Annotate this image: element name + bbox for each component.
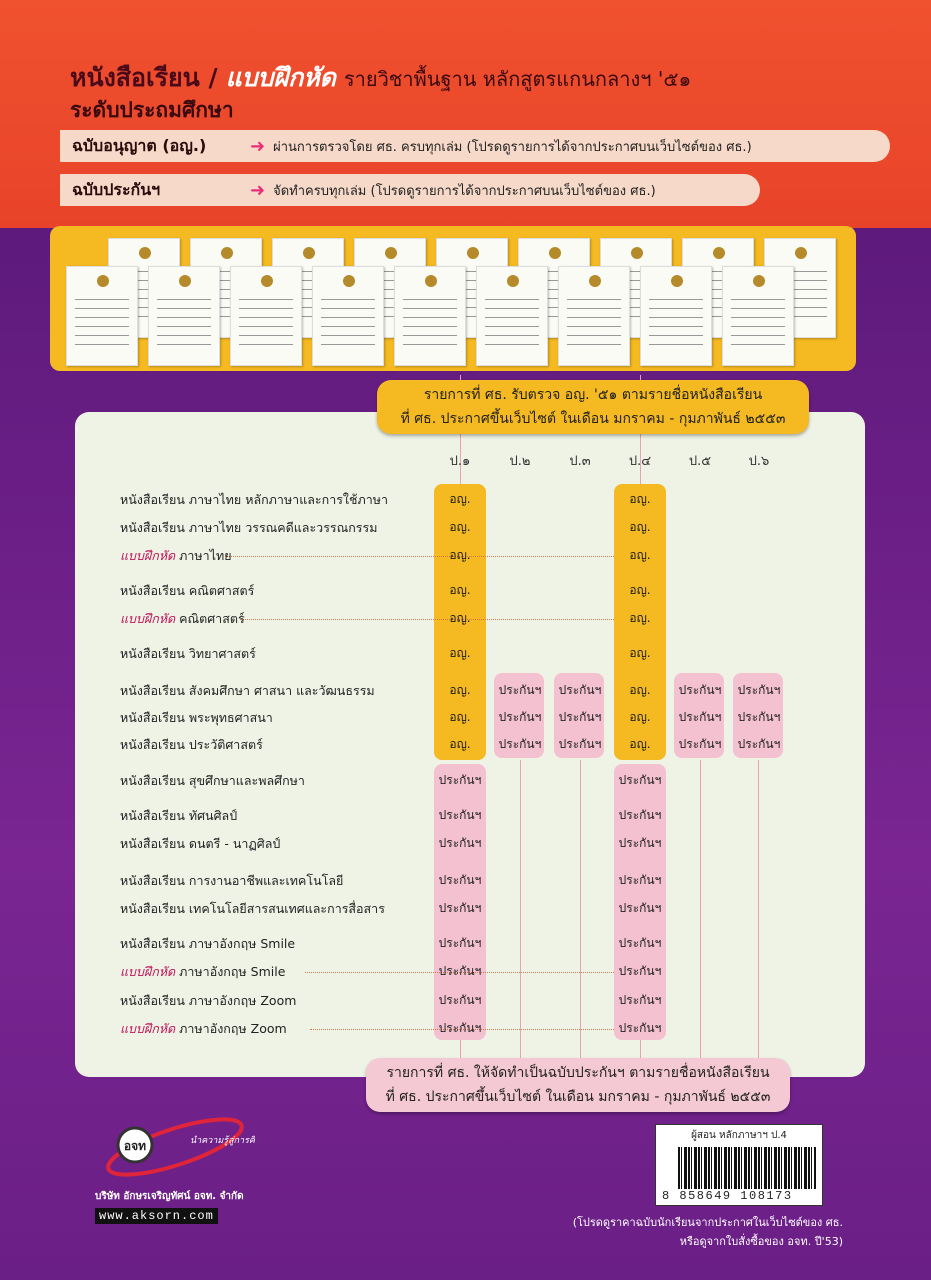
publisher-name: บริษัท อักษรเจริญทัศน์ อจท. จำกัด — [95, 1191, 244, 1202]
subtitle: ระดับประถมศึกษา — [70, 98, 234, 122]
emblem-icon — [261, 275, 273, 287]
text-line — [649, 344, 703, 345]
table-cell-status: อญ. — [629, 737, 651, 751]
text-line — [567, 308, 621, 309]
column-header-grade: ป.๓ — [569, 454, 591, 469]
certificate-thumbnail — [640, 266, 712, 366]
table-row-label — [120, 681, 375, 701]
column-header-grade: ป.๒ — [509, 454, 531, 469]
text-line — [239, 308, 293, 309]
table-cell-status: ประกันฯ — [438, 836, 482, 850]
text-line — [567, 326, 621, 327]
book-type: หนังสือเรียน — [120, 993, 185, 1008]
book-name: วิทยาศาสตร์ — [188, 646, 256, 661]
table-cell-status: ประกันฯ — [438, 873, 482, 887]
table-cell-status: อญ. — [449, 520, 471, 534]
svg-text:อจท: อจท — [123, 1139, 147, 1153]
table-cell-status: ประกันฯ — [558, 737, 602, 751]
publisher-website: www.aksorn.com — [95, 1208, 218, 1224]
text-line — [649, 317, 703, 318]
book-type: แบบฝึกหัด — [120, 964, 176, 979]
table-cell-status: ประกันฯ — [618, 773, 662, 787]
barcode-box — [655, 1124, 823, 1206]
table-cell-status: อญ. — [449, 583, 471, 597]
arrow-right-icon: ➜ — [250, 135, 266, 157]
text-line — [157, 344, 211, 345]
title-rest: รายวิชาพื้นฐาน หลักสูตรแกนกลางฯ '๕๑ — [343, 67, 692, 91]
table-cell-status: ประกันฯ — [618, 873, 662, 887]
book-type: หนังสือเรียน — [120, 936, 185, 951]
text-line — [649, 335, 703, 336]
table-cell-status: อญ. — [629, 492, 651, 506]
title-exercise: แบบฝึกหัด — [225, 63, 336, 92]
table-cell-status: ประกันฯ — [737, 737, 781, 751]
table-cell-status: ประกันฯ — [618, 836, 662, 850]
connector-line — [700, 760, 701, 1060]
table-cell-status: ประกันฯ — [737, 710, 781, 724]
connector-line — [580, 760, 581, 1060]
connector-line — [460, 1040, 461, 1060]
text-line — [239, 299, 293, 300]
text-line — [403, 326, 457, 327]
legend-licensed — [60, 130, 890, 162]
text-line — [157, 335, 211, 336]
table-cell-status: อญ. — [449, 710, 471, 724]
text-line — [321, 326, 375, 327]
table-cell-status: อญ. — [629, 611, 651, 625]
title-textbook: หนังสือเรียน / — [70, 63, 218, 92]
text-line — [731, 317, 785, 318]
table-row-label — [120, 546, 232, 566]
table-cell-status: ประกันฯ — [618, 936, 662, 950]
book-name: คณิตศาสตร์ — [188, 583, 255, 598]
table-cell-status: ประกันฯ — [737, 683, 781, 697]
book-name: ภาษาไทย หลักภาษาและการใช้ภาษา — [188, 492, 389, 507]
barcode-icon — [678, 1147, 816, 1189]
book-type: หนังสือเรียน — [120, 773, 185, 788]
table-cell-status: อญ. — [449, 548, 471, 562]
text-line — [239, 335, 293, 336]
certificate-thumbnail — [394, 266, 466, 366]
book-name: เทคโนโลยีสารสนเทศและการสื่อสาร — [188, 901, 385, 916]
callout-line: รายการที่ ศธ. รับตรวจ อญ. '๕๑ ตามรายชื่อหนังสือเรียน — [423, 387, 763, 403]
book-type: หนังสือเรียน — [120, 683, 185, 698]
connector-line — [520, 760, 521, 1060]
text-line — [567, 299, 621, 300]
table-row-label — [120, 871, 343, 891]
table-row-label — [120, 644, 256, 664]
book-type: หนังสือเรียน — [120, 873, 185, 888]
text-line — [321, 335, 375, 336]
table-cell-status: ประกันฯ — [438, 773, 482, 787]
table-row-label — [120, 834, 280, 854]
legend-desc: จัดทำครบทุกเล่ม (โปรดดูรายการได้จากประกาศบนเว็บไซต์ของ ศธ.) — [273, 183, 656, 199]
table-cell-status: ประกันฯ — [498, 683, 542, 697]
table-cell-status: อญ. — [449, 737, 471, 751]
text-line — [403, 299, 457, 300]
text-line — [321, 299, 375, 300]
emblem-icon — [343, 275, 355, 287]
book-type: หนังสือเรียน — [120, 808, 185, 823]
certificate-thumbnail — [722, 266, 794, 366]
barcode-number: 8 858649 108173 — [662, 1189, 793, 1203]
table-cell-status: อญ. — [449, 683, 471, 697]
table-cell-status: อญ. — [629, 583, 651, 597]
text-line — [75, 317, 129, 318]
table-cell-status: อญ. — [629, 683, 651, 697]
table-row-label — [120, 735, 263, 755]
note-line: หรือดูจากใบสั่งซื้อของ อจท. ปี'53) — [679, 1235, 843, 1248]
certificate-thumbnail — [66, 266, 138, 366]
emblem-icon — [589, 275, 601, 287]
text-line — [649, 326, 703, 327]
text-line — [403, 317, 457, 318]
book-name: ประวัติศาสตร์ — [188, 737, 263, 752]
text-line — [731, 335, 785, 336]
book-type: หนังสือเรียน — [120, 710, 185, 725]
book-name: สังคมศึกษา ศาสนา และวัฒนธรรม — [188, 683, 375, 698]
text-line — [485, 326, 539, 327]
text-line — [321, 308, 375, 309]
text-line — [157, 299, 211, 300]
callout-licensed — [377, 380, 809, 434]
table-row-label — [120, 609, 245, 629]
text-line — [485, 308, 539, 309]
legend-key: ฉบับอนุญาต (อญ.) — [72, 135, 207, 155]
table-row-label — [120, 899, 385, 919]
emblem-icon — [795, 247, 807, 259]
dotted-leader — [240, 619, 614, 620]
book-name: การงานอาชีพและเทคโนโลยี — [188, 873, 344, 888]
column-header-grade: ป.๕ — [688, 454, 712, 469]
emblem-icon — [139, 247, 151, 259]
text-line — [567, 344, 621, 345]
page-title — [70, 58, 691, 98]
table-cell-status: ประกันฯ — [558, 710, 602, 724]
text-line — [75, 344, 129, 345]
table-row-label — [120, 518, 377, 538]
text-line — [157, 308, 211, 309]
text-line — [731, 308, 785, 309]
table-cell-status: ประกันฯ — [498, 710, 542, 724]
table-row-label — [120, 1019, 287, 1039]
text-line — [75, 299, 129, 300]
table-cell-status: ประกันฯ — [438, 901, 482, 915]
book-name: ทัศนศิลป์ — [188, 808, 238, 823]
book-type: แบบฝึกหัด — [120, 1021, 176, 1036]
emblem-icon — [671, 275, 683, 287]
table-row-label — [120, 806, 237, 826]
table-cell-status: ประกันฯ — [618, 993, 662, 1007]
table-cell-status: ประกันฯ — [618, 808, 662, 822]
book-type: หนังสือเรียน — [120, 737, 185, 752]
barcode-label: ผู้สอน หลักภาษาฯ ป.4 — [691, 1130, 787, 1141]
book-type: หนังสือเรียน — [120, 901, 185, 916]
connector-line — [758, 760, 759, 1060]
aksorn-logo-icon — [95, 1115, 255, 1185]
emblem-icon — [467, 247, 479, 259]
table-cell-status: อญ. — [629, 548, 651, 562]
table-cell-status: ประกันฯ — [618, 1021, 662, 1035]
emblem-icon — [753, 275, 765, 287]
text-line — [321, 344, 375, 345]
text-line — [75, 308, 129, 309]
dotted-leader — [225, 556, 614, 557]
callout-line: รายการที่ ศธ. ให้จัดทำเป็นฉบับประกันฯ ตามรายชื่อหนังสือเรียน — [386, 1065, 770, 1081]
text-line — [485, 299, 539, 300]
callout-line: ที่ ศธ. ประกาศขึ้นเว็บไซต์ ในเดือน มกราคม - กุมภาพันธ์ ๒๕๕๓ — [400, 411, 786, 427]
certificate-thumbnail — [558, 266, 630, 366]
table-cell-status: ประกันฯ — [678, 683, 722, 697]
legend-guaranteed — [60, 174, 760, 206]
book-name: ภาษาไทย วรรณคดีและวรรณกรรม — [188, 520, 378, 535]
book-name: ภาษาไทย — [179, 548, 232, 563]
arrow-right-icon: ➜ — [250, 179, 266, 201]
text-line — [731, 299, 785, 300]
text-line — [239, 344, 293, 345]
emblem-icon — [425, 275, 437, 287]
legend-key: ฉบับประกันฯ — [72, 179, 161, 199]
table-row-label — [120, 708, 273, 728]
svg-text:นำความรู้สู่การคิด: นำความรู้สู่การคิด — [190, 1136, 255, 1146]
emblem-icon — [385, 247, 397, 259]
publisher-logo — [95, 1115, 255, 1223]
table-cell-status: ประกันฯ — [438, 808, 482, 822]
table-cell-status: ประกันฯ — [618, 901, 662, 915]
table-cell-status: ประกันฯ — [498, 737, 542, 751]
table-cell-status: ประกันฯ — [438, 993, 482, 1007]
table-row-label — [120, 934, 295, 954]
table-row-label — [120, 771, 305, 791]
table-cell-status: อญ. — [449, 492, 471, 506]
book-name: คณิตศาสตร์ — [179, 611, 245, 626]
emblem-icon — [97, 275, 109, 287]
text-line — [403, 335, 457, 336]
text-line — [649, 308, 703, 309]
text-line — [403, 344, 457, 345]
table-cell-status: ประกันฯ — [678, 737, 722, 751]
book-name: ภาษาอังกฤษ Smile — [179, 964, 286, 979]
text-line — [485, 317, 539, 318]
callout-guaranteed — [366, 1058, 790, 1112]
book-type: แบบฝึกหัด — [120, 611, 176, 626]
callout-line: ที่ ศธ. ประกาศขึ้นเว็บไซต์ ในเดือน มกราคม - กุมภาพันธ์ ๒๕๕๓ — [385, 1089, 771, 1105]
book-name: ภาษาอังกฤษ Zoom — [188, 993, 297, 1008]
text-line — [649, 299, 703, 300]
emblem-icon — [713, 247, 725, 259]
text-line — [157, 317, 211, 318]
text-line — [485, 335, 539, 336]
table-cell-status: อญ. — [629, 646, 651, 660]
book-name: ภาษาอังกฤษ Zoom — [179, 1021, 287, 1036]
book-type: แบบฝึกหัด — [120, 548, 176, 563]
emblem-icon — [179, 275, 191, 287]
certificate-strip — [50, 226, 856, 371]
text-line — [321, 317, 375, 318]
text-line — [485, 344, 539, 345]
text-line — [75, 326, 129, 327]
table-cell-status: ประกันฯ — [618, 964, 662, 978]
column-header-grade: ป.๑ — [449, 454, 471, 469]
book-type: หนังสือเรียน — [120, 492, 185, 507]
text-line — [239, 326, 293, 327]
table-cell-status: ประกันฯ — [438, 1021, 482, 1035]
text-line — [157, 326, 211, 327]
legend-desc: ผ่านการตรวจโดย ศธ. ครบทุกเล่ม (โปรดดูรายการได้จากประกาศบนเว็บไซต์ของ ศธ.) — [273, 139, 752, 155]
table-row-label — [120, 581, 254, 601]
text-line — [403, 308, 457, 309]
table-cell-status: อญ. — [629, 710, 651, 724]
emblem-icon — [631, 247, 643, 259]
column-header-grade: ป.๖ — [748, 454, 770, 469]
text-line — [567, 335, 621, 336]
table-cell-status: อญ. — [449, 611, 471, 625]
certificate-thumbnail — [148, 266, 220, 366]
book-name: สุขศึกษาและพลศึกษา — [188, 773, 305, 788]
table-cell-status: ประกันฯ — [438, 964, 482, 978]
certificate-thumbnail — [230, 266, 302, 366]
emblem-icon — [303, 247, 315, 259]
table-cell-status: อญ. — [629, 520, 651, 534]
book-type: หนังสือเรียน — [120, 520, 185, 535]
book-type: หนังสือเรียน — [120, 646, 185, 661]
note-line: (โปรดดูราคาฉบับนักเรียนจากประกาศในเว็บไซต์ของ ศธ. — [572, 1216, 843, 1229]
table-row-label — [120, 991, 296, 1011]
emblem-icon — [549, 247, 561, 259]
book-name: ภาษาอังกฤษ Smile — [188, 936, 296, 951]
connector-line — [640, 1040, 641, 1060]
table-cell-status: ประกันฯ — [678, 710, 722, 724]
table-row-label — [120, 962, 285, 982]
text-line — [731, 326, 785, 327]
book-type: หนังสือเรียน — [120, 836, 185, 851]
certificate-thumbnail — [312, 266, 384, 366]
certificate-thumbnail — [476, 266, 548, 366]
text-line — [75, 335, 129, 336]
price-note — [573, 1213, 843, 1251]
table-cell-status: อญ. — [449, 646, 471, 660]
book-type: หนังสือเรียน — [120, 583, 185, 598]
text-line — [567, 317, 621, 318]
text-line — [239, 317, 293, 318]
text-line — [731, 344, 785, 345]
emblem-icon — [221, 247, 233, 259]
column-header-grade: ป.๔ — [628, 454, 652, 469]
emblem-icon — [507, 275, 519, 287]
book-name: พระพุทธศาสนา — [188, 710, 273, 725]
book-name: ดนตรี - นาฏศิลป์ — [188, 836, 281, 851]
table-row-label — [120, 490, 388, 510]
table-cell-status: ประกันฯ — [558, 683, 602, 697]
table-cell-status: ประกันฯ — [438, 936, 482, 950]
